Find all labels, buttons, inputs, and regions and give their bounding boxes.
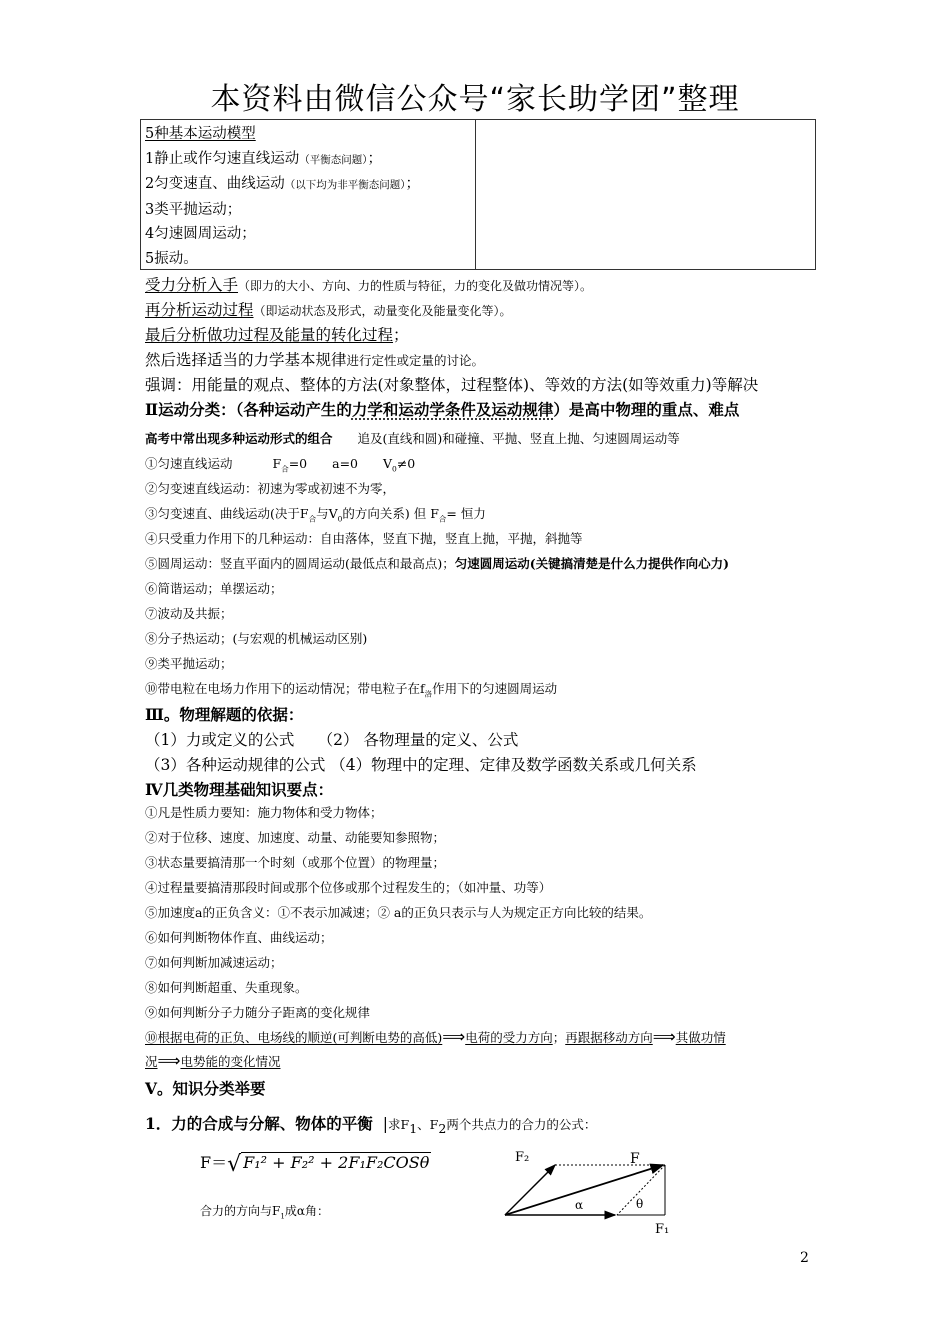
resultant-force-formula: F＝√ F₁² + F₂² + 2F₁F₂COSθ bbox=[200, 1152, 430, 1177]
basis-line-1: （1）力或定义的公式 （2） 各物理量的定义、公式 bbox=[145, 731, 519, 749]
motion-item-9: ⑨类平抛运动； bbox=[145, 656, 233, 671]
implies-arrow: ⟹ bbox=[157, 1051, 181, 1070]
section-2-subheading: 高考中常出现多种运动形式的组合 追及(直线和圆)和碰撞、平抛、竖直上抛、匀速圆周运动等 bbox=[145, 431, 680, 446]
knowledge-item-5: ⑤加速度a的正负含义：①不表示加减速；② a的正负只表示与人为规定正方向比较的结果。 bbox=[145, 905, 652, 920]
section-5-subheading: 1．力的合成与分解、物体的平衡 |求$F_1$、$F_2$两个共点力的合力的公式： bbox=[145, 1114, 597, 1137]
section-2-heading: Ⅱ运动分类：（各种运动产生的力学和运动学条件及运动规律）是高中物理的重点、难点 bbox=[145, 400, 740, 419]
analysis-line-5: 强调：用能量的观点、整体的方法(对象整体，过程整体)、等效的方法(如等效重力)等解决 bbox=[145, 376, 759, 394]
table-divider bbox=[475, 120, 476, 269]
f1-label: F₁ bbox=[655, 1222, 670, 1237]
motion-item-6: ⑥简谐运动；单摆运动； bbox=[145, 581, 283, 596]
theta-label: θ bbox=[636, 1197, 644, 1211]
motion-item-3: ③匀变速直、曲线运动(决于$F_合$与$V_0$的方向关系) 但 $F_合=$ 恒力 bbox=[145, 506, 486, 524]
knowledge-item-10: ⑩根据电荷的正负、电场线的顺逆(可判断电势的高低)⟹电荷的受力方向；再跟据移动方向⟹其做功情 bbox=[145, 1027, 726, 1046]
motion-item-4: ④只受重力作用下的几种运动：自由落体，竖直下抛，竖直上抛，平抛，斜抛等 bbox=[145, 531, 583, 546]
section-4-heading: Ⅳ几类物理基础知识要点： bbox=[145, 780, 334, 799]
motion-item-10: ⑩带电粒在电场力作用下的运动情况；带电粒子在$f_洛$作用下的匀速圆周运动 bbox=[145, 681, 558, 699]
sqrt-icon: √ bbox=[227, 1152, 242, 1177]
analysis-line-4: 然后选择适当的力学基本规律进行定性或定量的讨论。 bbox=[145, 351, 485, 369]
model-4: 4匀速圆周运动； bbox=[145, 226, 256, 242]
knowledge-item-6: ⑥如何判断物体作直、曲线运动； bbox=[145, 930, 333, 945]
knowledge-item-10-cont: 况⟹电势能的变化情况 bbox=[145, 1051, 281, 1070]
f-label: F bbox=[630, 1151, 640, 1167]
f2-label: F₂ bbox=[515, 1150, 530, 1165]
models-heading: 5种基本运动模型 bbox=[145, 126, 256, 142]
analysis-line-1: 受力分析入手（即力的大小、方向、力的性质与特征，力的变化及做功情况等）。 bbox=[145, 276, 593, 294]
motion-item-1: ①匀速直线运动 $F_合=0$ a=0 $V_0\ne 0$ bbox=[145, 456, 416, 474]
model-5: 5振动。 bbox=[145, 250, 198, 267]
page-title: 本资料由微信公众号“家长助学团”整理 bbox=[210, 82, 740, 117]
motion-item-8: ⑧分子热运动；(与宏观的机械运动区别) bbox=[145, 631, 368, 646]
knowledge-item-8: ⑧如何判断超重、失重现象。 bbox=[145, 980, 308, 995]
basis-line-2: （3）各种运动规律的公式 （4）物理中的定理、定律及数学函数关系或几何关系 bbox=[145, 756, 697, 774]
model-3: 3类平抛运动； bbox=[145, 201, 242, 218]
motion-item-7: ⑦波动及共振； bbox=[145, 606, 233, 621]
analysis-line-3: 最后分析做功过程及能量的转化过程； bbox=[145, 326, 409, 344]
motion-models-table bbox=[140, 119, 816, 270]
alpha-label: α bbox=[575, 1198, 584, 1212]
knowledge-item-3: ③状态量要搞清那一个时刻（或那个位置）的物理量； bbox=[145, 855, 446, 870]
page-number: 2 bbox=[800, 1250, 809, 1266]
motion-item-2: ②匀变速直线运动：初速为零或初速不为零， bbox=[145, 481, 396, 496]
knowledge-item-9: ⑨如何判断分子力随分子距离的变化规律 bbox=[145, 1005, 371, 1020]
force-parallelogram-diagram bbox=[495, 1145, 685, 1240]
knowledge-item-7: ⑦如何判断加减速运动； bbox=[145, 955, 283, 970]
motion-item-5: ⑤圆周运动：竖直平面内的圆周运动(最低点和最高点)；匀速圆周运动(关键搞清楚是什么力提供作向心力) bbox=[145, 556, 730, 571]
analysis-line-2: 再分析运动过程（即运动状态及形式，动量变化及能量变化等）。 bbox=[145, 301, 512, 319]
model-2: 2匀变速直、曲线运动（以下均为非平衡态问题）； bbox=[145, 176, 420, 192]
resultant-direction-text: 合力的方向与$F_1$成α角： bbox=[200, 1204, 330, 1221]
implies-arrow: ⟹ bbox=[652, 1027, 676, 1046]
model-1: 1静止或作匀速直线运动（平衡态问题）； bbox=[145, 150, 382, 167]
implies-arrow: ⟹ bbox=[442, 1027, 466, 1046]
section-5-heading: V。知识分类举要 bbox=[145, 1079, 266, 1098]
knowledge-item-2: ②对于位移、速度、加速度、动量、动能要知参照物； bbox=[145, 830, 446, 845]
section-3-heading: Ⅲ。物理解题的依据： bbox=[145, 705, 304, 724]
knowledge-item-1: ①凡是性质力要知：施力物体和受力物体； bbox=[145, 805, 383, 820]
motion-models-cell bbox=[145, 122, 471, 271]
knowledge-item-4: ④过程量要搞清那段时间或那个位侈或那个过程发生的；（如冲量、功等） bbox=[145, 880, 552, 895]
